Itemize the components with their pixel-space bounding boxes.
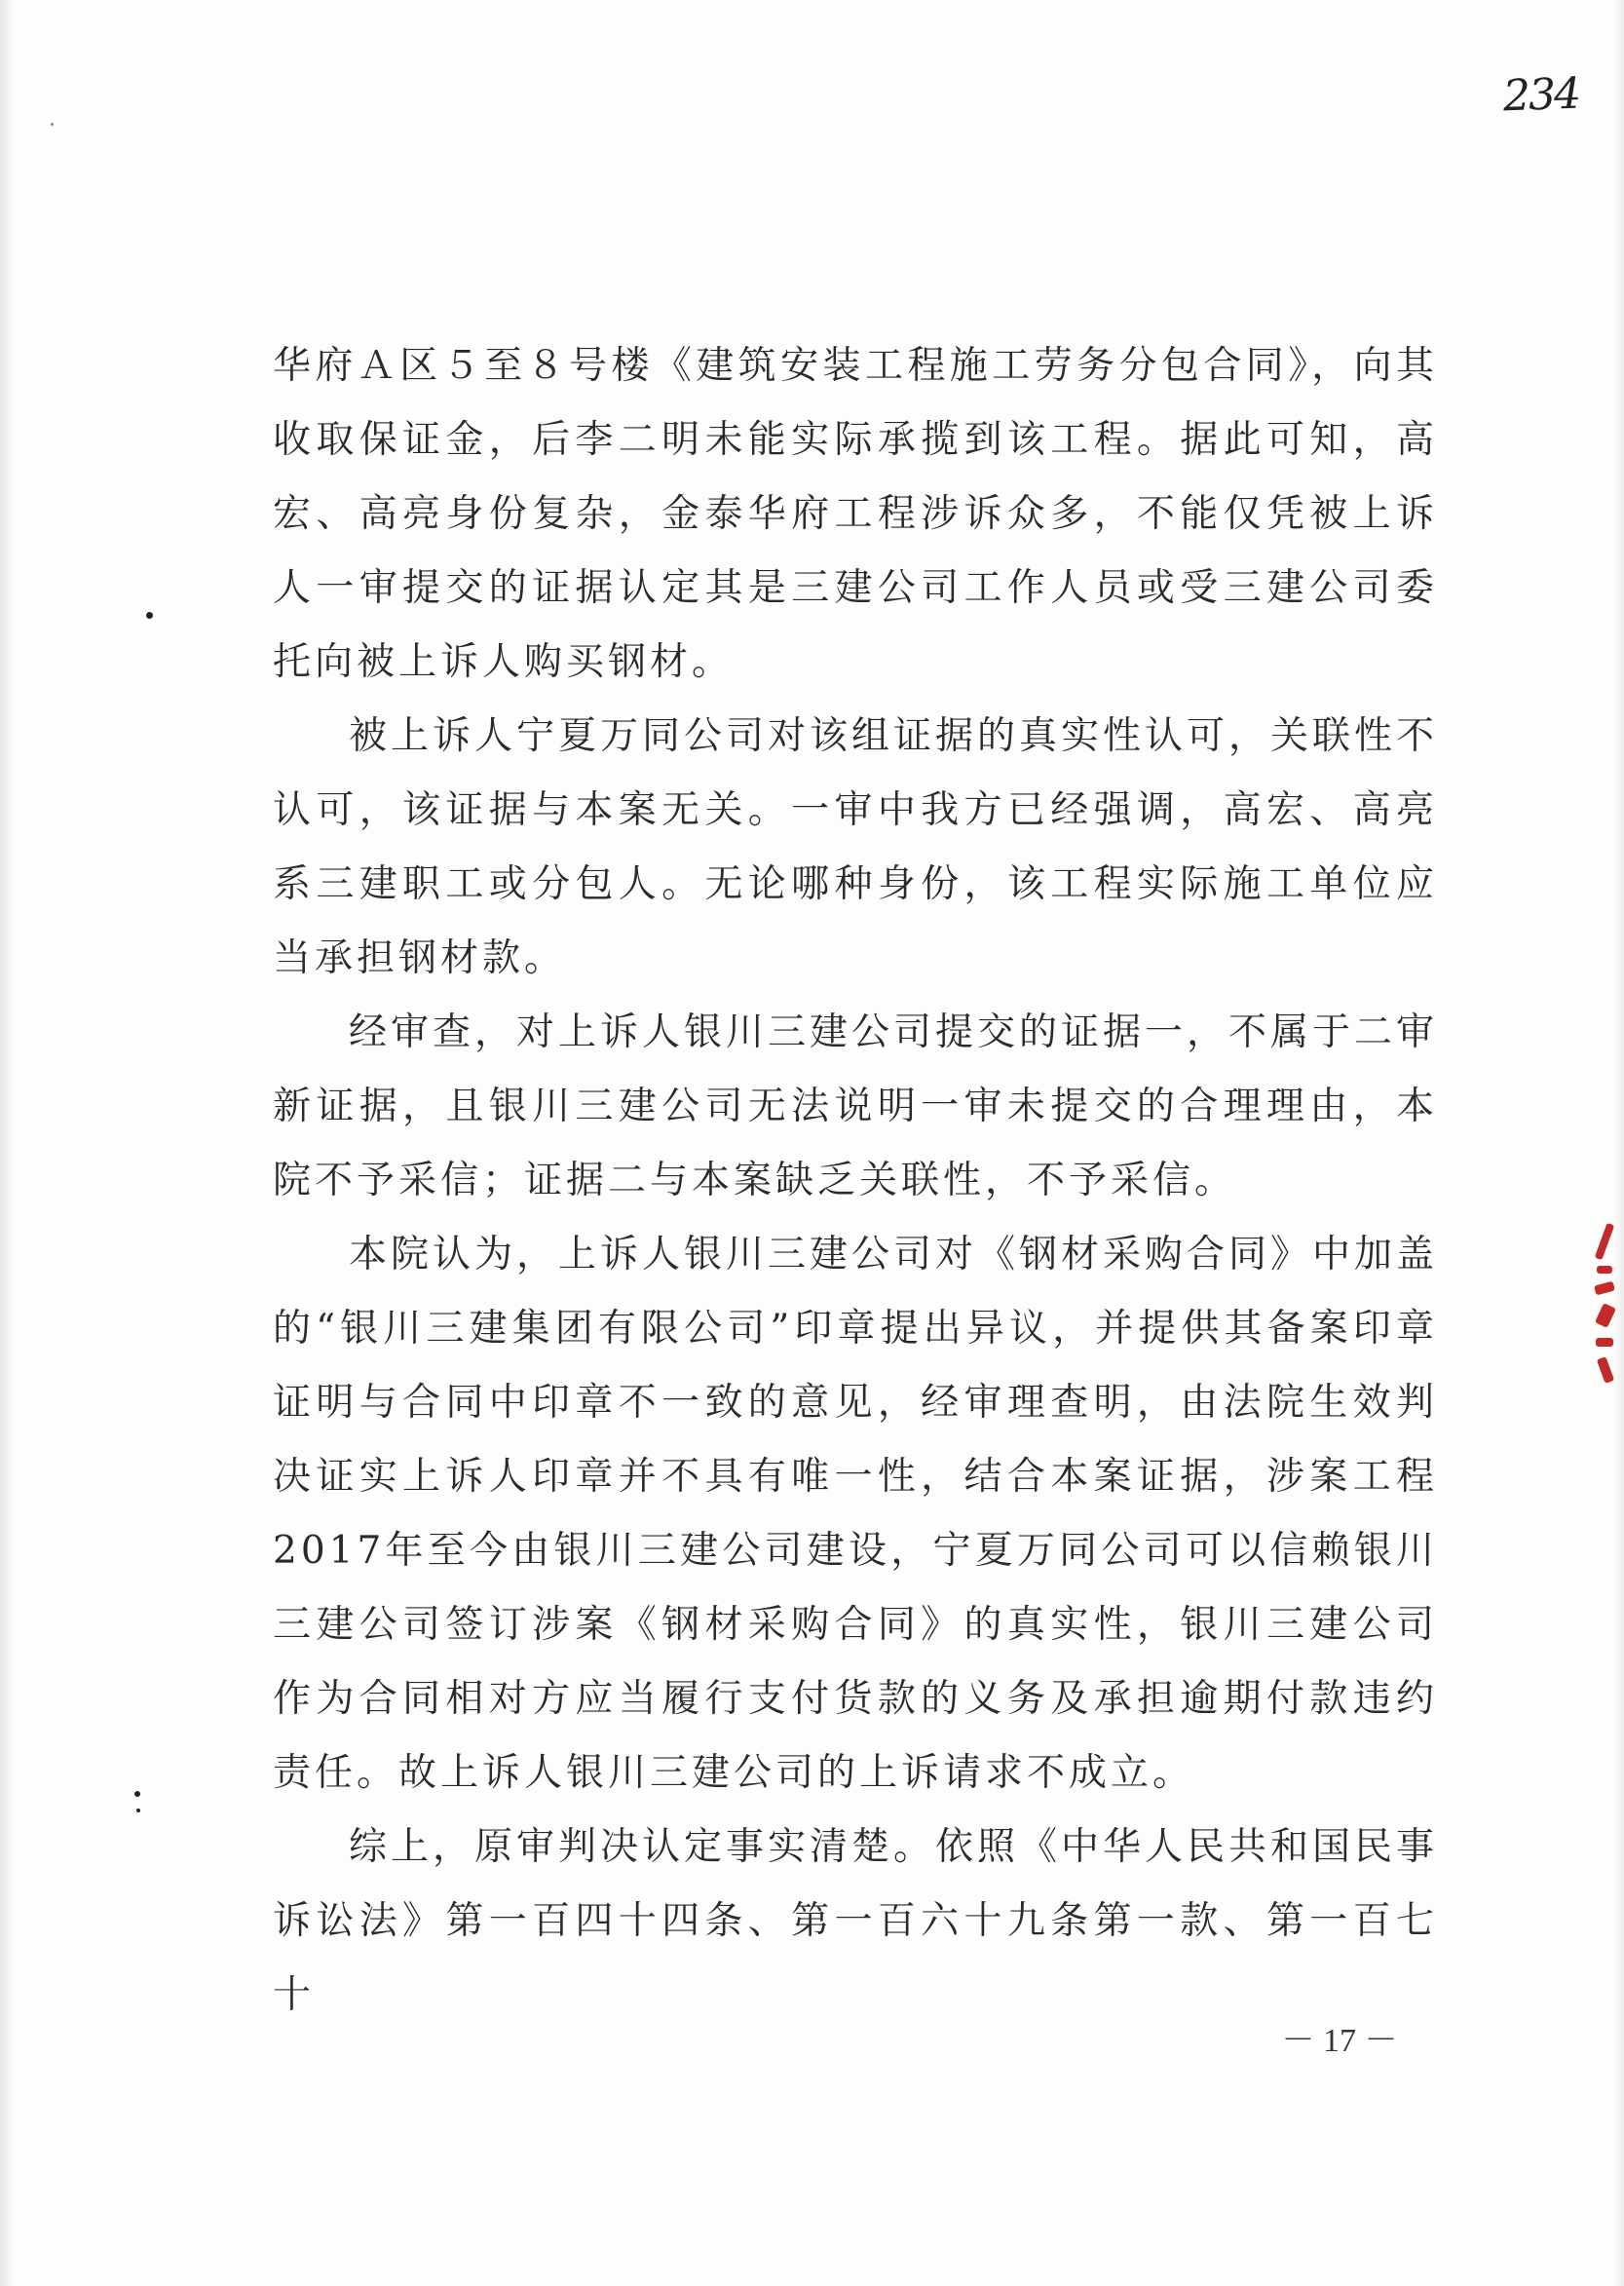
scan-shadow-left	[0, 0, 14, 2286]
footer-page-number: － 17 －	[1281, 2023, 1398, 2059]
paragraph-conclusion: 综上，原审判决认定事实清楚。依照《中华人民共和国民事诉讼法》第一百四十四条、第一百六十九条第一款、第一百七十	[273, 1825, 1439, 2017]
red-seal-fragment	[1591, 1223, 1618, 1389]
scan-speck	[136, 1809, 140, 1812]
paragraph-court-opinion: 本院认为，上诉人银川三建公司对《钢材采购合同》中加盖的“银川三建集团有限公司”印章提出异议，并提供其备案印章证明与合同中印章不一致的意见，经审理查明，由法院生效判决证实上诉人印章并不具有唯一性，结合本案证据，涉案工程2017年至今由银川三建公司建设，宁夏万同公司可以信赖银川三建公司签订涉案《钢材采购合同》的真实性，银川三建公司作为合同相对方应当履行支付货款的义务及承担逾期付款违约责任。故上诉人银川三建公司的上诉请求不成立。	[273, 1233, 1439, 1795]
paragraph-continued: 华府Ａ区５至８号楼《建筑安装工程施工劳务分包合同》，向其收取保证金，后李二明未能实际承揽到该工程。据此可知，高宏、高亮身份复杂，金泰华府工程涉诉众多，不能仅凭被上诉人一审提交的证据认定其是三建公司工作人员或受三建公司委托向被上诉人购买钢材。	[273, 344, 1438, 684]
scan-speck	[134, 1791, 140, 1797]
paragraph-evidence-review: 经审查，对上诉人银川三建公司提交的证据一，不属于二审新证据，且银川三建公司无法说明一审未提交的合理理由，本院不予采信；证据二与本案缺乏关联性，不予采信。	[273, 1010, 1439, 1202]
paragraph-appellee-response: 被上诉人宁夏万同公司对该组证据的真实性认可，关联性不认可，该证据与本案无关。一审中我方已经强调，高宏、高亮系三建职工或分包人。无论哪种身份，该工程实际施工单位应当承担钢材款。	[273, 714, 1439, 980]
document-body	[273, 329, 1438, 2033]
scan-speck	[51, 123, 54, 126]
handwritten-page-number: 234	[1502, 68, 1580, 122]
scan-speck	[146, 612, 153, 619]
scan-shadow-right	[1612, 0, 1624, 2286]
